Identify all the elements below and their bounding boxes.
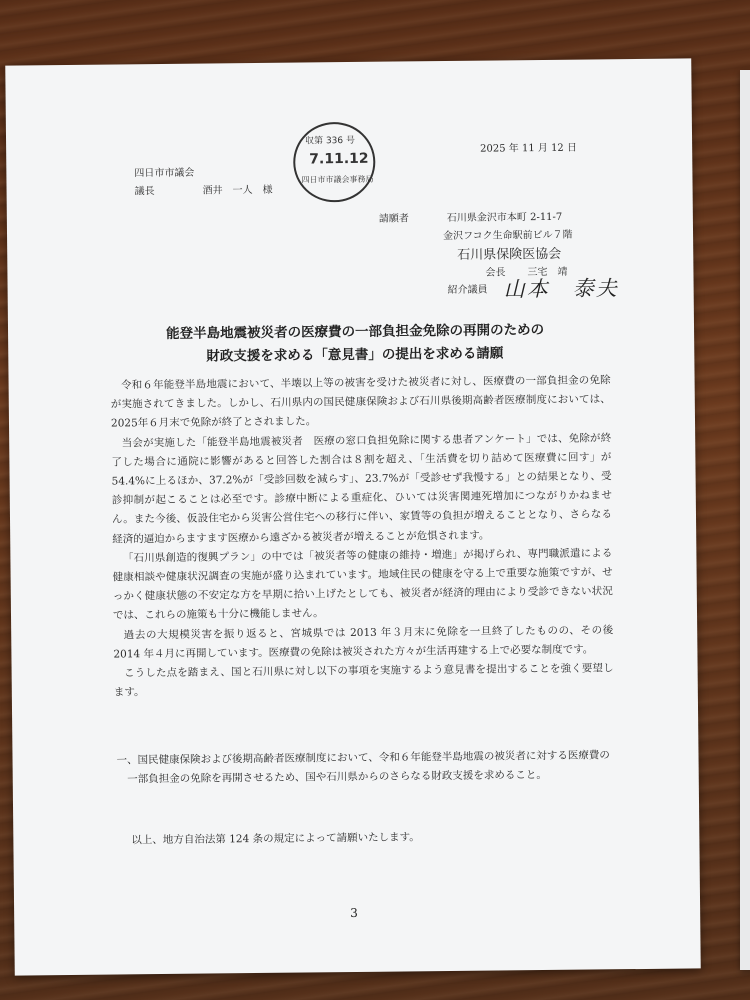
recipient-name: 酒井 一人 様	[202, 184, 273, 197]
stamp-date: 7.11.12	[309, 150, 369, 168]
receipt-stamp	[293, 122, 376, 203]
recipient-org: 四日市市議会	[134, 167, 195, 180]
stamp-office: 四日市市議会事務局	[301, 174, 374, 185]
petitioner-label: 請願者	[378, 213, 409, 225]
page-number: 3	[350, 905, 358, 921]
stamp-number: 収第 336 号	[305, 135, 356, 147]
petition-title-line1: 能登半島地震被災者の医療費の一部負担金免除の再開のための	[165, 321, 545, 342]
body-paragraph: こうした点を踏まえ、国と石川県に対し以下の事項を実施するよう意見書を提出することを強く要望します。	[113, 662, 614, 699]
body-paragraph: 当会が実施した「能登半島地震被災者 医療の窓口負担免除に関する患者アンケート」では、免除が終了した場合に通院に影響があると回答した割合は８割を超え、「生活費を切り詰めて医療費に回す」が 54.4%に上るほか、37.2%が「受診回数を減らす」、23.7%が「受診せず我慢する」との結果となり、受診抑制が起こることは必至です。診療中断による重症化、ひいては災害関連死増加につながりかねません。また今後、仮設住宅から災害公営住宅への移行に伴い、家賃等の負担が増えることとなり、さらなる経済的逼迫からますます医療から遠ざかる被災者が増えることが危惧されます。	[111, 431, 613, 546]
recipient-title: 議長	[134, 186, 155, 198]
organization-name: 石川県保険医協会	[457, 246, 562, 263]
body-paragraph: 過去の大規模災害を振り返ると、宮城県では 2013 年３月末に免除を一旦終了したものの、その後 2014 年４月に再開しています。医療費の免除は被災された方々が生活再建する上で必要な制度です。	[113, 623, 614, 661]
closing-statement: 以上、地方自治法第 124 条の規定によって請願いたします。	[131, 831, 420, 847]
address-line1: 石川県金沢市本町 2-11-7	[446, 211, 563, 225]
president-label: 会長	[485, 267, 506, 279]
address-line2: 金沢フコク生命駅前ビル７階	[443, 229, 573, 243]
document-date: 2025 年 11 月 12 日	[480, 142, 578, 155]
petition-title-line2: 財政支援を求める「意見書」の提出を求める請願	[206, 345, 504, 365]
introducer-signature: 山本 泰夫	[503, 276, 619, 302]
request-items	[116, 746, 616, 790]
adjacent-paper-edge	[740, 70, 750, 970]
petition-body	[111, 371, 614, 703]
petition-document	[5, 58, 700, 975]
introducer-label: 紹介議員	[447, 284, 488, 296]
request-item: 一、国民健康保険および後期高齢者医療制度において、令和６年能登半島地震の被災者に対する医療費の一部負担金の免除を再開させるため、国や石川県からのさらなる財政支援を求めること。	[116, 749, 610, 786]
body-paragraph: 令和６年能登半島地震において、半壊以上等の被害を受けた被災者に対し、医療費の一部負担金の免除が実施されてきました。しかし、石川県内の国民健康保険および石川県後期高齢者医療制度においては、2025年６月末で免除が終了とされました。	[110, 374, 611, 430]
body-paragraph: 「石川県創造的復興プラン」の中では「被災者等の健康の維持・増進」が掲げられ、専門職派遣による健康相談や健康状況調査の実施が盛り込まれています。地域住民の健康を守る上で重要な施策ですが、せっかく健康状態の不安定な方を早期に拾い上げたとしても、被災者が経済的理由により受診できない状況では、これらの施策も十分に機能しません。	[112, 547, 613, 622]
president-name: 三宅 靖	[527, 266, 568, 279]
